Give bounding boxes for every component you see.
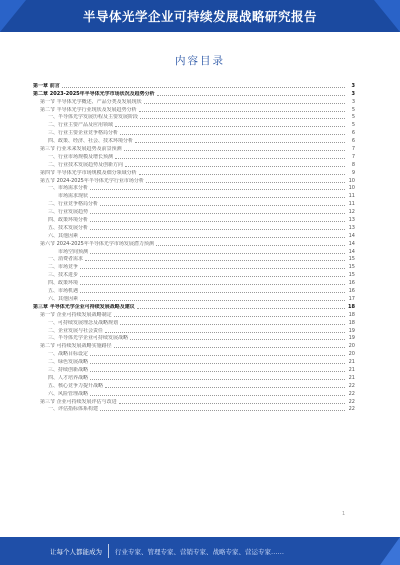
toc-entry-page: 14 [348, 232, 355, 239]
toc-entry[interactable] [33, 406, 355, 414]
toc-entry-page: 11 [348, 193, 355, 200]
toc-entry[interactable] [33, 271, 355, 279]
toc-entry[interactable] [33, 185, 355, 193]
toc-entry-page: 16 [348, 288, 355, 295]
report-title: 半导体光学企业可持续发展战略研究报告 [82, 9, 317, 24]
toc-entry-page: 19 [348, 335, 355, 342]
toc-entry-title: 一、市场需求分析 [48, 185, 89, 192]
report-header [0, 0, 400, 32]
toc-leader-dots [115, 157, 345, 159]
toc-entry[interactable] [33, 350, 355, 358]
toc-entry-page: 22 [348, 390, 355, 397]
toc-entry-page: 21 [348, 359, 355, 366]
toc-entry-title: 三、行业发展趋势 [48, 209, 89, 216]
toc-entry-title: 一、战略目标设定 [48, 351, 89, 358]
toc-leader-dots [85, 259, 345, 261]
toc-entry[interactable] [33, 287, 355, 295]
toc-leader-dots [90, 188, 345, 190]
toc-entry-page: 19 [348, 327, 355, 334]
toc-entry-title: 市场空间预测 [58, 248, 89, 255]
footer-divider [108, 544, 109, 558]
toc-entry-page: 8 [351, 161, 355, 168]
toc-entry[interactable] [33, 192, 355, 200]
toc-entry-title: 二、行业主要产品及应用领域 [48, 122, 114, 129]
toc-leader-dots [90, 196, 345, 198]
report-footer [0, 537, 400, 565]
toc-entry-page: 3 [351, 82, 355, 89]
toc-entry-title: 二、企业发展与社会责任 [48, 327, 104, 334]
toc-leader-dots [90, 220, 345, 222]
toc-entry-title: 二、市场竞争 [48, 264, 79, 271]
toc-entry-page: 6 [351, 138, 355, 145]
toc-entry-page: 20 [348, 343, 355, 350]
toc-entry-page: 22 [348, 398, 355, 405]
toc-entry-page: 5 [351, 122, 355, 129]
toc-leader-dots [100, 204, 345, 206]
toc-entry-title: 一、消费者需求 [48, 256, 84, 263]
toc-leader-dots [62, 86, 345, 88]
toc-entry-title: 六、风险管理战略 [48, 390, 89, 397]
toc-entry-title: 二、行业竞争格局分析 [48, 201, 99, 208]
toc-entry-title: 二、行业技术发展趋势及创新方向 [48, 161, 124, 168]
toc-entry-page: 13 [348, 217, 355, 224]
toc-leader-dots [120, 323, 345, 325]
toc-entry[interactable] [33, 303, 355, 311]
toc-leader-dots [137, 307, 345, 309]
toc-entry[interactable] [33, 232, 355, 240]
toc-entry-page: 18 [348, 311, 355, 318]
toc-entry[interactable] [33, 295, 355, 303]
toc-entry[interactable] [33, 263, 355, 271]
toc-leader-dots [120, 133, 345, 135]
toc-entry[interactable] [33, 129, 355, 137]
header-left-decoration [0, 0, 26, 32]
toc-entry-title: 六、其他因素 [48, 232, 79, 239]
toc-leader-dots [119, 402, 345, 404]
toc-entry[interactable] [33, 145, 355, 153]
toc-entry-title: 五、技术发展分析 [48, 224, 89, 231]
toc-entry-page: 10 [348, 177, 355, 184]
toc-leader-dots [80, 291, 345, 293]
footer-corner-decoration [380, 537, 400, 565]
toc-entry-page: 22 [348, 406, 355, 413]
toc-entry-page: 11 [348, 201, 355, 208]
toc-entry[interactable] [33, 319, 355, 327]
toc-entry-title: 五、市场机遇 [48, 288, 79, 295]
table-of-contents [33, 82, 355, 413]
toc-entry-title: 四、政策环境分析 [48, 217, 89, 224]
toc-entry-title: 五、核心竞争力提升战略 [48, 382, 104, 389]
toc-entry-title: 一、行业市场规模及增长预测 [48, 153, 114, 160]
toc-leader-dots [114, 315, 345, 317]
page-number: 1 [342, 511, 346, 517]
toc-entry[interactable] [33, 177, 355, 185]
toc-leader-dots [105, 386, 345, 388]
toc-entry-title: 二、绿色发展战略 [48, 359, 89, 366]
toc-entry[interactable] [33, 82, 355, 90]
toc-entry[interactable] [33, 200, 355, 208]
toc-leader-dots [124, 149, 345, 151]
toc-entry-page: 21 [348, 366, 355, 373]
toc-entry[interactable] [33, 382, 355, 390]
toc-entry-page: 12 [348, 209, 355, 216]
toc-entry-title: 六、其他因素 [48, 295, 79, 302]
toc-entry[interactable] [33, 311, 355, 319]
toc-leader-dots [157, 94, 345, 96]
toc-entry-title: 第一章 前言 [33, 82, 60, 89]
toc-entry[interactable] [33, 137, 355, 145]
toc-entry-title: 三、技术进步 [48, 272, 79, 279]
toc-entry-title: 第二章 2023-2025年半导体光学市场状况及趋势分析 [33, 90, 155, 97]
toc-entry-title: 第一节 企业可持续发展战略制定 [40, 311, 112, 318]
footer-roles: 行业专家、管理专家、营销专家、战略专家、营运专家…… [115, 547, 284, 556]
toc-entry[interactable] [33, 106, 355, 114]
toc-entry[interactable] [33, 256, 355, 264]
toc-leader-dots [90, 370, 345, 372]
toc-entry-title: 一、可持续发展理念及战略规划 [48, 319, 119, 326]
toc-entry[interactable] [33, 114, 355, 122]
toc-entry[interactable] [33, 358, 355, 366]
toc-entry-title: 一、半导体光学发展历程及主要发展阶段 [48, 114, 139, 121]
toc-entry-title: 第一节 半导体光学概述、产品分类及发展现状 [40, 98, 142, 105]
toc-entry-title: 第三节 行业未来发展趋势及前景预测 [40, 146, 122, 153]
toc-leader-dots [90, 252, 345, 254]
toc-entry-page: 5 [351, 114, 355, 121]
toc-entry[interactable] [33, 224, 355, 232]
toc-entry-title: 第二节 可持续发展战略实施路径 [40, 343, 112, 350]
toc-entry[interactable] [33, 169, 355, 177]
toc-entry-page: 15 [348, 264, 355, 271]
toc-entry-title: 第二节 半导体光学行业现状及发展趋势分析 [40, 106, 137, 113]
footer-slogan: 让每个人都能成为 [50, 547, 102, 556]
toc-entry-title: 第四节 半导体光学市场规模及细分领域分析 [40, 169, 137, 176]
toc-entry[interactable] [33, 279, 355, 287]
toc-leader-dots [139, 173, 345, 175]
toc-leader-dots [135, 141, 345, 143]
toc-leader-dots [100, 409, 345, 411]
toc-entry-page: 14 [348, 240, 355, 247]
header-right-decoration [374, 0, 400, 32]
toc-entry-title: 三、行业主要企业竞争格局分析 [48, 130, 119, 137]
toc-entry-page: 10 [348, 185, 355, 192]
toc-entry-title: 第六节 2024-2025年半导体光学市场发展潜力预测 [40, 240, 154, 247]
toc-entry-page: 18 [348, 303, 355, 310]
toc-leader-dots [90, 354, 345, 356]
toc-entry-page: 16 [348, 280, 355, 287]
toc-entry-title: 一、评估指标体系构建 [48, 406, 99, 413]
toc-leader-dots [90, 228, 345, 230]
toc-entry-page: 15 [348, 256, 355, 263]
toc-leader-dots [140, 117, 345, 119]
toc-entry[interactable] [33, 153, 355, 161]
toc-entry[interactable] [33, 216, 355, 224]
toc-entry-page: 20 [348, 351, 355, 358]
toc-entry-page: 15 [348, 272, 355, 279]
toc-entry[interactable] [33, 335, 355, 343]
toc-entry[interactable] [33, 121, 355, 129]
toc-entry[interactable] [33, 398, 355, 406]
toc-entry-page: 5 [351, 106, 355, 113]
toc-leader-dots [80, 236, 345, 238]
toc-entry-title: 四、政策、经济、社会、技术环境分析 [48, 138, 134, 145]
toc-leader-dots [156, 244, 345, 246]
toc-entry-title: 第五节 2024-2025年半导体光学行业市场分析 [40, 177, 144, 184]
toc-entry[interactable] [33, 390, 355, 398]
toc-entry-page: 22 [348, 382, 355, 389]
toc-entry[interactable] [33, 240, 355, 248]
toc-leader-dots [80, 283, 345, 285]
toc-leader-dots [80, 275, 345, 277]
toc-entry-page: 17 [348, 295, 355, 302]
toc-leader-dots [90, 362, 345, 364]
toc-leader-dots [105, 331, 345, 333]
toc-entry[interactable] [33, 248, 355, 256]
toc-entry[interactable] [33, 374, 355, 382]
toc-entry-page: 18 [348, 319, 355, 326]
toc-entry-title: 第三节 企业可持续发展评估与改进 [40, 398, 117, 405]
toc-entry[interactable] [33, 208, 355, 216]
toc-entry-title: 第三章 半导体光学企业可持续发展战略及建议 [33, 303, 135, 310]
toc-leader-dots [80, 299, 345, 301]
toc-leader-dots [80, 267, 345, 269]
toc-leader-dots [144, 102, 345, 104]
toc-entry[interactable] [33, 342, 355, 350]
toc-leader-dots [146, 181, 345, 183]
toc-leader-dots [115, 125, 345, 127]
toc-entry-page: 3 [351, 90, 355, 97]
toc-leader-dots [130, 338, 345, 340]
toc-entry-page: 13 [348, 224, 355, 231]
toc-entry-page: 21 [348, 374, 355, 381]
toc-entry-page: 7 [351, 153, 355, 160]
toc-entry-title: 三、持续创新战略 [48, 366, 89, 373]
toc-title: 内容目录 [175, 55, 225, 67]
toc-entry-title: 三、半导体光学企业可持续发展战略 [48, 335, 129, 342]
toc-leader-dots [114, 346, 345, 348]
toc-leader-dots [90, 394, 345, 396]
toc-leader-dots [90, 378, 345, 380]
toc-entry[interactable] [33, 98, 355, 106]
toc-entry-page: 7 [351, 146, 355, 153]
toc-entry-page: 14 [348, 248, 355, 255]
toc-entry-title: 市场需求现状 [58, 193, 89, 200]
toc-entry[interactable] [33, 90, 355, 98]
toc-leader-dots [125, 165, 345, 167]
toc-leader-dots [90, 212, 345, 214]
toc-entry-title: 四、政策环境 [48, 280, 79, 287]
toc-entry-title: 四、人才培养战略 [48, 374, 89, 381]
toc-entry-page: 9 [351, 169, 355, 176]
toc-entry-page: 3 [351, 98, 355, 105]
toc-entry[interactable] [33, 161, 355, 169]
toc-leader-dots [139, 110, 345, 112]
toc-entry[interactable] [33, 366, 355, 374]
toc-entry[interactable] [33, 327, 355, 335]
toc-entry-page: 6 [351, 130, 355, 137]
